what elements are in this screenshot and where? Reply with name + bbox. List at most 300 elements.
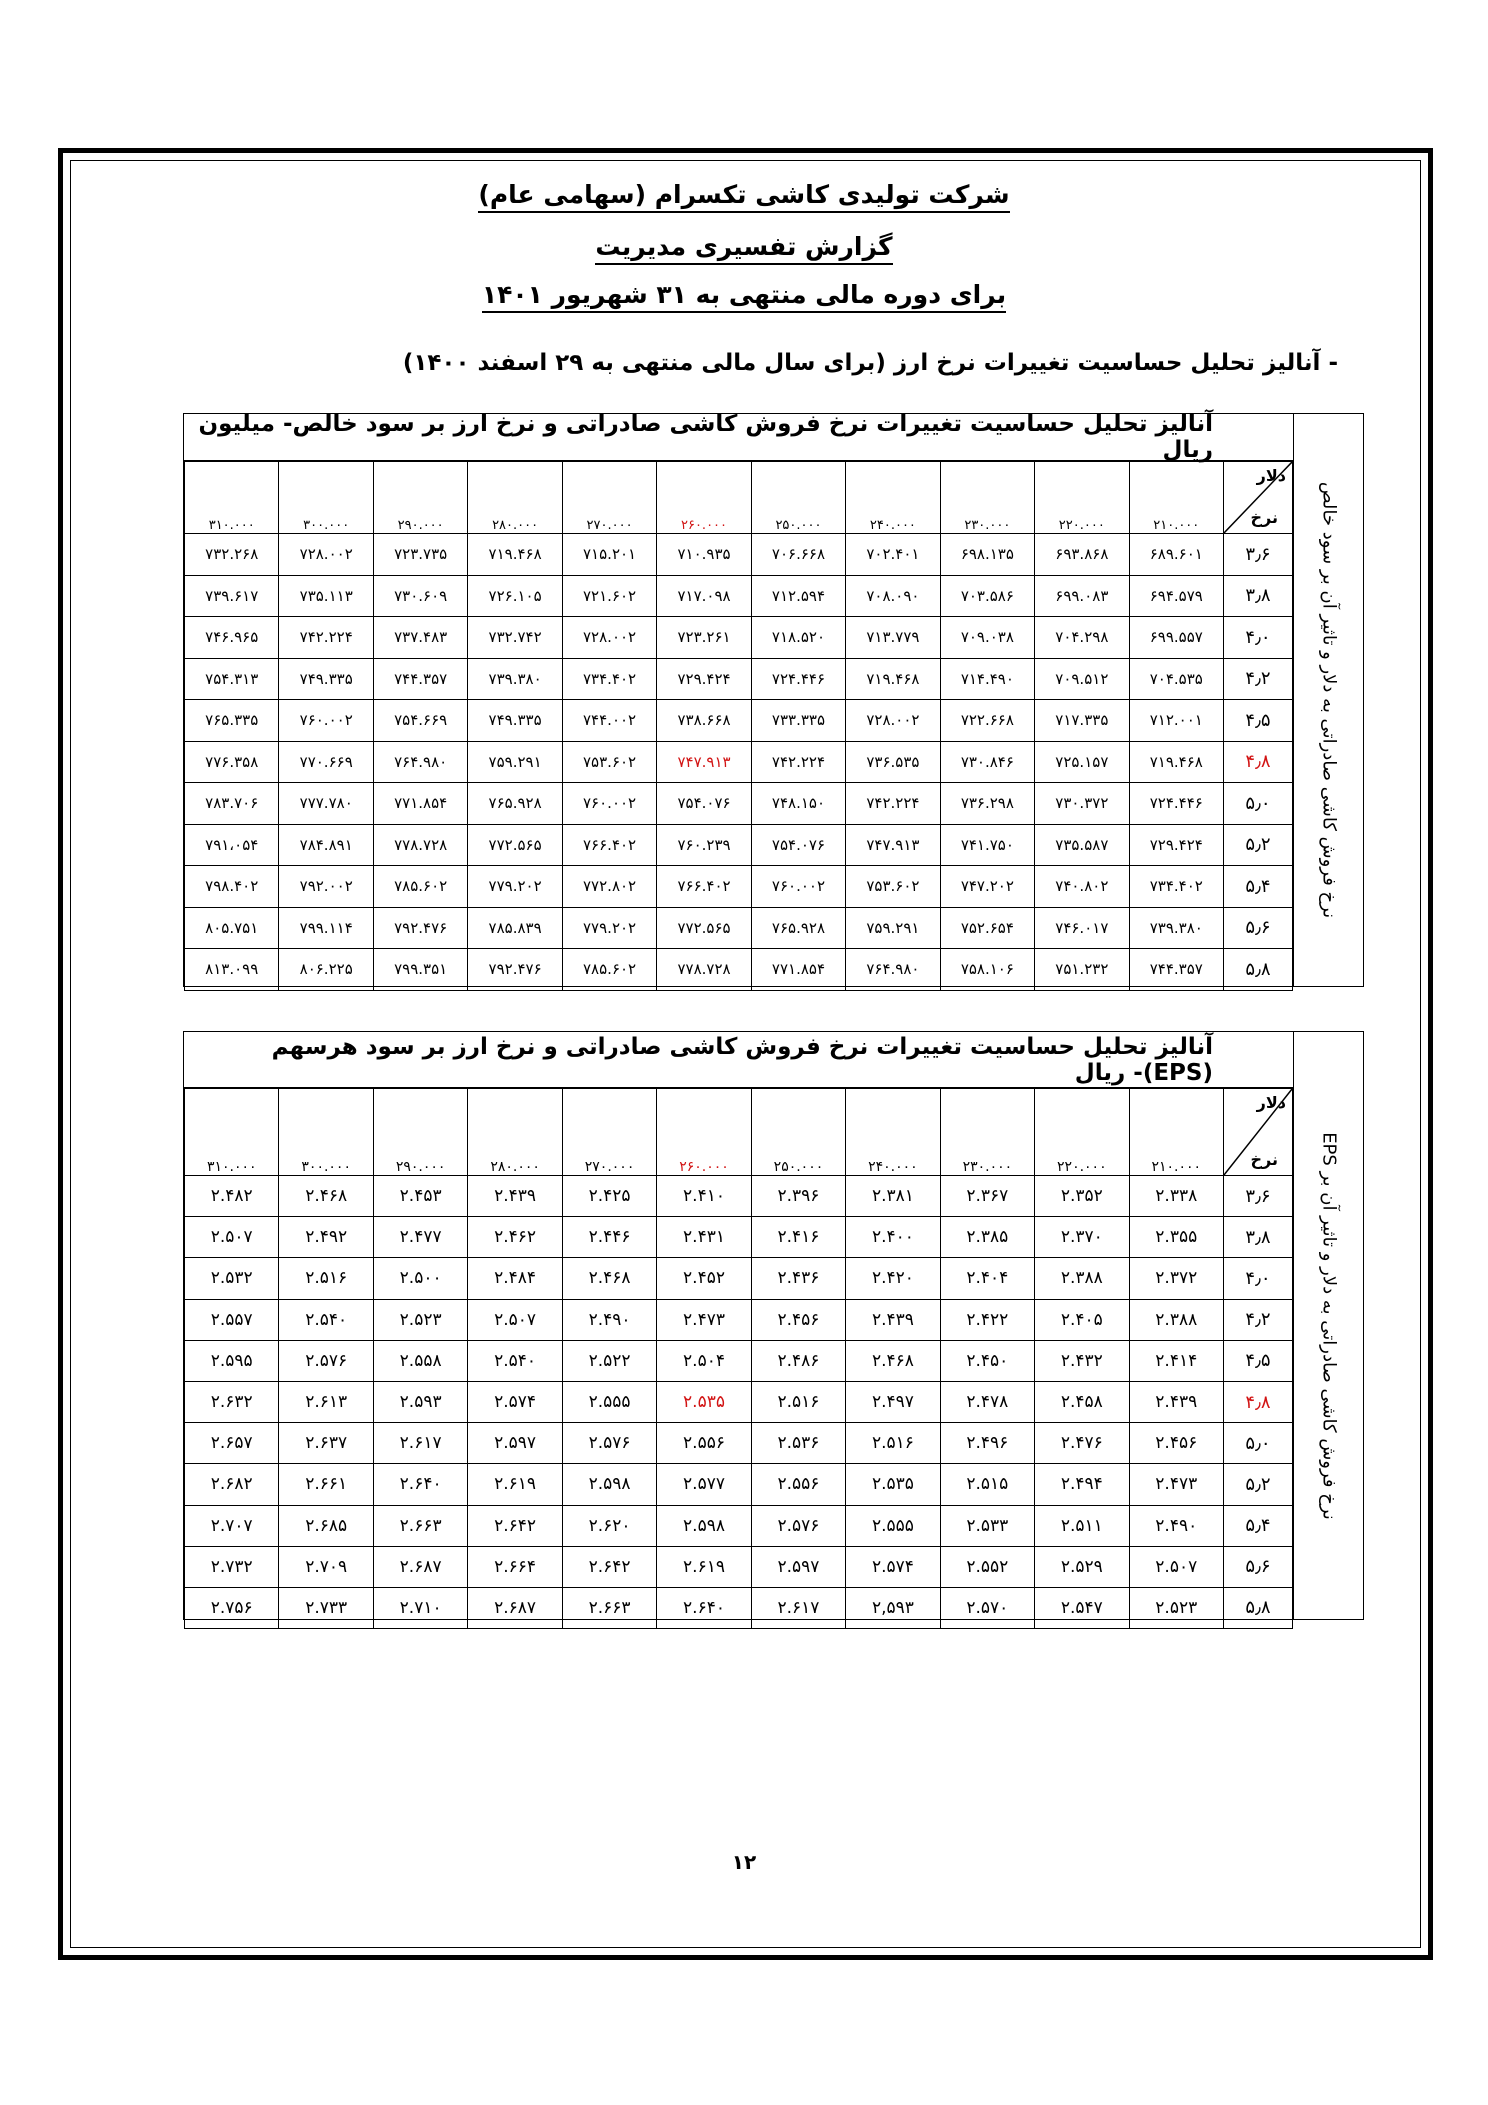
row-rate-cell: ۴٫۵: [1224, 700, 1293, 742]
value-cell: ۲.۵۲۲: [562, 1340, 656, 1381]
value-cell: ۲.۵۱۱: [1035, 1505, 1129, 1546]
corner-label-rate: نرخ: [1250, 1150, 1278, 1169]
value-cell: ۲.۳۶۷: [940, 1176, 1034, 1217]
value-cell: ۷۸۵.۶۰۲: [373, 866, 467, 908]
value-cell: ۷۲۸.۰۰۲: [562, 617, 656, 659]
value-cell: ۲.۴۹۴: [1035, 1464, 1129, 1505]
column-header: ۲۹۰.۰۰۰: [373, 1089, 467, 1176]
net-profit-sensitivity-table: [183, 413, 1364, 987]
table-row: [185, 907, 1293, 949]
column-header: ۲۳۰.۰۰۰: [940, 1089, 1034, 1176]
value-cell: ۲.۵۵۵: [562, 1381, 656, 1422]
value-cell: ۲.۴۶۸: [279, 1176, 373, 1217]
row-rate-cell: ۵٫۲: [1224, 1464, 1293, 1505]
value-cell: ۲.۵۴۷: [1035, 1587, 1129, 1628]
value-cell: ۲.۶۴۰: [373, 1464, 467, 1505]
value-cell: ۷۷۰.۶۶۹: [279, 741, 373, 783]
value-cell: ۶۹۴.۵۷۹: [1129, 575, 1223, 617]
value-cell: ۶۹۹.۵۵۷: [1129, 617, 1223, 659]
value-cell: ۸۱۳.۰۹۹: [185, 949, 279, 991]
side-label-cell: [1293, 1032, 1363, 1619]
value-cell: ۷۵۴.۶۶۹: [373, 700, 467, 742]
value-cell: ۲.۴۱۴: [1129, 1340, 1223, 1381]
row-rate-cell: ۵٫۰: [1224, 783, 1293, 825]
side-label: نرخ فروش کاشی صادراتی به دلار و تاثیر آن بر EPS: [1318, 1131, 1339, 1520]
value-cell: ۲.۵۰۷: [1129, 1546, 1223, 1587]
value-cell: ۲.۶۱۹: [468, 1464, 562, 1505]
eps-sensitivity-table: [183, 1031, 1364, 1620]
value-cell: ۷۹۸.۴۰۲: [185, 866, 279, 908]
value-cell: ۷۹۱،۰۵۴: [185, 824, 279, 866]
value-cell: ۲.۶۴۰: [657, 1587, 751, 1628]
value-cell: ۶۹۹.۰۸۳: [1035, 575, 1129, 617]
side-label: نرخ فروش کاشی صادراتی به دلار و تاثیر آن بر سود خالص: [1318, 481, 1339, 919]
value-cell: ۷۳۰.۳۷۲: [1035, 783, 1129, 825]
value-cell: ۲.۵۰۷: [468, 1299, 562, 1340]
value-cell: ۲.۴۵۶: [1129, 1423, 1223, 1464]
value-cell: ۷۳۹.۳۸۰: [468, 658, 562, 700]
value-cell: ۷۲۹.۴۲۴: [657, 658, 751, 700]
value-cell: ۷۱۷.۳۳۵: [1035, 700, 1129, 742]
value-cell: ۲.۵۹۷: [468, 1423, 562, 1464]
value-cell: ۷۵۱.۲۳۲: [1035, 949, 1129, 991]
value-cell: ۷۵۲.۶۵۴: [940, 907, 1034, 949]
value-cell: ۷۴۹.۳۳۵: [468, 700, 562, 742]
value-cell: ۷۳۷.۴۸۳: [373, 617, 467, 659]
value-cell: ۷۰۶.۶۶۸: [751, 534, 845, 576]
value-cell: ۷۴۷.۹۱۳: [657, 741, 751, 783]
value-cell: ۲.۴۷۶: [1035, 1423, 1129, 1464]
table-row: [185, 700, 1293, 742]
value-cell: ۲.۴۳۶: [751, 1258, 845, 1299]
value-cell: ۷۱۲.۰۰۱: [1129, 700, 1223, 742]
value-cell: ۲.۴۵۸: [1035, 1381, 1129, 1422]
value-cell: ۲.۴۳۲: [1035, 1340, 1129, 1381]
column-header: ۲۸۰.۰۰۰: [468, 462, 562, 534]
value-cell: ۲.۳۷۰: [1035, 1217, 1129, 1258]
value-cell: ۲.۴۴۶: [562, 1217, 656, 1258]
value-cell: ۷۷۱.۸۵۴: [373, 783, 467, 825]
value-cell: ۷۲۳.۷۳۵: [373, 534, 467, 576]
value-cell: ۷۷۲.۸۰۲: [562, 866, 656, 908]
value-cell: ۷۹۲.۴۷۶: [468, 949, 562, 991]
table-row: [185, 658, 1293, 700]
value-cell: ۷۲۶.۱۰۵: [468, 575, 562, 617]
value-cell: ۷۰۴.۵۳۵: [1129, 658, 1223, 700]
value-cell: ۷۵۴.۰۷۶: [657, 783, 751, 825]
row-rate-cell: ۵٫۸: [1224, 1587, 1293, 1628]
value-cell: ۷۷۲.۵۶۵: [657, 907, 751, 949]
column-header: ۲۹۰.۰۰۰: [373, 462, 467, 534]
table-row: [185, 866, 1293, 908]
value-cell: ۲.۵۴۰: [468, 1340, 562, 1381]
row-rate-cell: ۳٫۶: [1224, 534, 1293, 576]
value-cell: ۷۷۲.۵۶۵: [468, 824, 562, 866]
value-cell: ۲.۴۹۷: [846, 1381, 940, 1422]
value-cell: ۲.۶۴۲: [468, 1505, 562, 1546]
value-cell: ۲.۶۸۵: [279, 1505, 373, 1546]
value-cell: ۷۴۰.۸۰۲: [1035, 866, 1129, 908]
column-header: ۲۵۰.۰۰۰: [751, 1089, 845, 1176]
value-cell: ۷۵۸.۱۰۶: [940, 949, 1034, 991]
value-cell: ۲.۶۱۷: [373, 1423, 467, 1464]
value-cell: ۷۰۹.۵۱۲: [1035, 658, 1129, 700]
value-cell: ۲.۴۸۴: [468, 1258, 562, 1299]
value-cell: ۲.۳۸۸: [1035, 1258, 1129, 1299]
value-cell: ۸۰۵.۷۵۱: [185, 907, 279, 949]
value-cell: ۲.۴۶۲: [468, 1217, 562, 1258]
value-cell: ۲.۶۱۷: [751, 1587, 845, 1628]
table-row: [185, 534, 1293, 576]
value-cell: ۲.۶۶۴: [468, 1546, 562, 1587]
value-cell: ۲.۴۱۶: [751, 1217, 845, 1258]
value-cell: ۲.۴۳۹: [468, 1176, 562, 1217]
value-cell: ۲.۵۷۴: [468, 1381, 562, 1422]
value-cell: ۷۰۴.۲۹۸: [1035, 617, 1129, 659]
value-cell: ۲.۵۵۵: [846, 1505, 940, 1546]
value-cell: ۷۰۸.۰۹۰: [846, 575, 940, 617]
value-cell: ۷۵۹.۲۹۱: [846, 907, 940, 949]
row-rate-cell: ۵٫۸: [1224, 949, 1293, 991]
value-cell: ۲.۵۵۶: [657, 1423, 751, 1464]
value-cell: ۲.۵۷۴: [846, 1546, 940, 1587]
value-cell: ۲.۶۳۷: [279, 1423, 373, 1464]
value-cell: ۶۹۸.۱۳۵: [940, 534, 1034, 576]
value-cell: ۲.۵۳۶: [751, 1423, 845, 1464]
value-cell: ۷۵۴.۰۷۶: [751, 824, 845, 866]
value-cell: ۷۶۵.۹۲۸: [468, 783, 562, 825]
value-cell: ۲.۴۶۸: [562, 1258, 656, 1299]
value-cell: ۲.۵۱۶: [846, 1423, 940, 1464]
report-title: گزارش تفسیری مدیریت: [0, 232, 1488, 261]
value-cell: ۷۳۰.۸۴۶: [940, 741, 1034, 783]
value-cell: ۷۴۶.۰۱۷: [1035, 907, 1129, 949]
value-cell: ۷۳۵.۵۸۷: [1035, 824, 1129, 866]
table-row: [185, 1464, 1293, 1505]
value-cell: ۲.۴۹۰: [1129, 1505, 1223, 1546]
value-cell: ۲.۵۲۳: [1129, 1587, 1223, 1628]
column-header: ۳۱۰.۰۰۰: [185, 462, 279, 534]
column-header: ۲۲۰.۰۰۰: [1035, 462, 1129, 534]
value-cell: ۷۰۹.۰۳۸: [940, 617, 1034, 659]
value-cell: ۷۱۹.۴۶۸: [846, 658, 940, 700]
value-cell: ۷۲۸.۰۰۲: [279, 534, 373, 576]
value-cell: ۲.۷۳۳: [279, 1587, 373, 1628]
value-cell: ۷۲۱.۶۰۲: [562, 575, 656, 617]
value-cell: ۶۹۳.۸۶۸: [1035, 534, 1129, 576]
value-cell: ۷۷۱.۸۵۴: [751, 949, 845, 991]
row-rate-cell: ۳٫۶: [1224, 1176, 1293, 1217]
value-cell: ۷۳۲.۲۶۸: [185, 534, 279, 576]
corner-header-cell: [1224, 462, 1293, 534]
value-cell: ۲.۵۵۲: [940, 1546, 1034, 1587]
data-grid: [184, 1088, 1293, 1629]
value-cell: ۲.۴۹۰: [562, 1299, 656, 1340]
row-rate-cell: ۵٫۶: [1224, 1546, 1293, 1587]
value-cell: ۷۷۹.۲۰۲: [562, 907, 656, 949]
corner-label-dollar: دلار: [1256, 466, 1286, 485]
period-title: برای دوره مالی منتهی به ۳۱ شهریور ۱۴۰۱: [0, 280, 1488, 309]
value-cell: ۲.۵۹۵: [185, 1340, 279, 1381]
value-cell: ۷۲۵.۱۵۷: [1035, 741, 1129, 783]
value-cell: ۲.۴۰۰: [846, 1217, 940, 1258]
value-cell: ۲.۵۵۷: [185, 1299, 279, 1340]
value-cell: ۲.۷۱۰: [373, 1587, 467, 1628]
column-header: ۳۰۰.۰۰۰: [279, 1089, 373, 1176]
value-cell: ۷۳۹.۶۱۷: [185, 575, 279, 617]
value-cell: ۲.۵۹۸: [562, 1464, 656, 1505]
value-cell: ۲.۴۷۸: [940, 1381, 1034, 1422]
value-cell: ۷۳۶.۲۹۸: [940, 783, 1034, 825]
value-cell: ۷۶۰.۰۰۲: [279, 700, 373, 742]
table-row: [185, 1258, 1293, 1299]
value-cell: ۷۶۰.۲۳۹: [657, 824, 751, 866]
value-cell: ۷۷۸.۷۲۸: [657, 949, 751, 991]
value-cell: ۲.۵۴۰: [279, 1299, 373, 1340]
value-cell: ۷۳۳.۳۳۵: [751, 700, 845, 742]
value-cell: ۷۴۱.۷۵۰: [940, 824, 1034, 866]
row-rate-cell: ۵٫۴: [1224, 866, 1293, 908]
value-cell: ۷۸۵.۸۳۹: [468, 907, 562, 949]
value-cell: ۷۶۰.۰۰۲: [562, 783, 656, 825]
value-cell: ۲.۶۱۹: [657, 1546, 751, 1587]
value-cell: ۲.۵۹۳: [373, 1381, 467, 1422]
row-rate-cell: ۴٫۸: [1224, 1381, 1293, 1422]
value-cell: ۷۴۷.۲۰۲: [940, 866, 1034, 908]
value-cell: ۷۱۸.۵۲۰: [751, 617, 845, 659]
column-header: ۲۶۰.۰۰۰: [657, 1089, 751, 1176]
column-header: ۲۷۰.۰۰۰: [562, 462, 656, 534]
value-cell: ۷۶۵.۹۲۸: [751, 907, 845, 949]
value-cell: ۲.۶۶۱: [279, 1464, 373, 1505]
value-cell: ۲.۴۵۰: [940, 1340, 1034, 1381]
value-cell: ۷۴۴.۳۵۷: [373, 658, 467, 700]
value-cell: ۲.۳۹۶: [751, 1176, 845, 1217]
row-rate-cell: ۴٫۰: [1224, 617, 1293, 659]
column-header: ۲۶۰.۰۰۰: [657, 462, 751, 534]
value-cell: ۲.۴۳۹: [846, 1299, 940, 1340]
table-title: آنالیز تحلیل حساسیت تغییرات نرخ فروش کاشی صادراتی و نرخ ارز بر سود هرسهم (EPS)- ریال: [184, 1032, 1293, 1088]
column-header: ۳۰۰.۰۰۰: [279, 462, 373, 534]
value-cell: ۲.۳۸۸: [1129, 1299, 1223, 1340]
value-cell: ۲.۵۷۶: [279, 1340, 373, 1381]
column-header: ۲۵۰.۰۰۰: [751, 462, 845, 534]
table-row: [185, 617, 1293, 659]
value-cell: ۲.۵۷۶: [751, 1505, 845, 1546]
value-cell: ۲.۴۸۶: [751, 1340, 845, 1381]
value-cell: ۲.۶۸۷: [373, 1546, 467, 1587]
value-cell: ۲.۵۱۵: [940, 1464, 1034, 1505]
row-rate-cell: ۳٫۸: [1224, 1217, 1293, 1258]
value-cell: ۷۰۳.۵۸۶: [940, 575, 1034, 617]
value-cell: ۷۴۷.۹۱۳: [846, 824, 940, 866]
column-header: ۲۴۰.۰۰۰: [846, 1089, 940, 1176]
side-label-cell: [1293, 414, 1363, 986]
value-cell: ۷۳۴.۴۰۲: [1129, 866, 1223, 908]
value-cell: ۷۲۸.۰۰۲: [846, 700, 940, 742]
value-cell: ۷۱۳.۷۷۹: [846, 617, 940, 659]
value-cell: ۲.۷۰۷: [185, 1505, 279, 1546]
table-row: [185, 1587, 1293, 1628]
value-cell: ۷۹۹.۱۱۴: [279, 907, 373, 949]
table-row: [185, 1217, 1293, 1258]
table-row: [185, 1340, 1293, 1381]
corner-label-dollar: دلار: [1256, 1093, 1286, 1112]
value-cell: ۲.۴۳۱: [657, 1217, 751, 1258]
value-cell: ۷۳۹.۳۸۰: [1129, 907, 1223, 949]
value-cell: ۷۷۸.۷۲۸: [373, 824, 467, 866]
value-cell: ۷۷۷.۷۸۰: [279, 783, 373, 825]
table-row: [185, 783, 1293, 825]
value-cell: ۷۲۲.۶۶۸: [940, 700, 1034, 742]
value-cell: ۲.۶۶۳: [373, 1505, 467, 1546]
value-cell: ۷۸۵.۶۰۲: [562, 949, 656, 991]
value-cell: ۲.۷۵۶: [185, 1587, 279, 1628]
column-header: ۲۳۰.۰۰۰: [940, 462, 1034, 534]
table-row: [185, 741, 1293, 783]
value-cell: ۲.۴۱۰: [657, 1176, 751, 1217]
row-rate-cell: ۵٫۲: [1224, 824, 1293, 866]
value-cell: ۷۱۷.۰۹۸: [657, 575, 751, 617]
value-cell: ۲.۵۵۶: [751, 1464, 845, 1505]
value-cell: ۷۵۴.۳۱۳: [185, 658, 279, 700]
value-cell: ۷۴۲.۲۲۴: [846, 783, 940, 825]
value-cell: ۲.۴۵۳: [373, 1176, 467, 1217]
value-cell: ۲.۴۸۲: [185, 1176, 279, 1217]
value-cell: ۷۰۲.۴۰۱: [846, 534, 940, 576]
value-cell: ۷۶۰.۰۰۲: [751, 866, 845, 908]
value-cell: ۲.۵۹۸: [657, 1505, 751, 1546]
row-rate-cell: ۴٫۸: [1224, 741, 1293, 783]
table-row: [185, 575, 1293, 617]
value-cell: ۷۵۹.۲۹۱: [468, 741, 562, 783]
value-cell: ۲.۵۲۳: [373, 1299, 467, 1340]
value-cell: ۲.۵۹۷: [751, 1546, 845, 1587]
value-cell: ۷۱۹.۴۶۸: [468, 534, 562, 576]
row-rate-cell: ۵٫۴: [1224, 1505, 1293, 1546]
value-cell: ۲.۴۵۲: [657, 1258, 751, 1299]
value-cell: ۷۴۲.۲۲۴: [279, 617, 373, 659]
value-cell: ۲.۵۳۵: [657, 1381, 751, 1422]
value-cell: ۲.۵۳۲: [185, 1258, 279, 1299]
value-cell: ۷۶۶.۴۰۲: [562, 824, 656, 866]
value-cell: ۶۸۹.۶۰۱: [1129, 534, 1223, 576]
value-cell: ۲.۷۰۹: [279, 1546, 373, 1587]
value-cell: ۷۶۴.۹۸۰: [846, 949, 940, 991]
table-row: [185, 1299, 1293, 1340]
table-row: [185, 1423, 1293, 1464]
value-cell: ۲.۶۸۷: [468, 1587, 562, 1628]
value-cell: ۲.۳۸۵: [940, 1217, 1034, 1258]
value-cell: ۲,۵۹۳: [846, 1587, 940, 1628]
value-cell: ۲.۵۷۶: [562, 1423, 656, 1464]
value-cell: ۲.۵۳۵: [846, 1464, 940, 1505]
table-row: [185, 1505, 1293, 1546]
value-cell: ۷۲۴.۴۴۶: [751, 658, 845, 700]
value-cell: ۲.۶۱۳: [279, 1381, 373, 1422]
value-cell: ۲.۶۶۳: [562, 1587, 656, 1628]
header-row: [185, 1089, 1293, 1176]
column-header: ۲۱۰.۰۰۰: [1129, 1089, 1223, 1176]
data-grid: [184, 461, 1293, 991]
row-rate-cell: ۴٫۰: [1224, 1258, 1293, 1299]
value-cell: ۷۲۴.۴۴۶: [1129, 783, 1223, 825]
row-rate-cell: ۴٫۲: [1224, 658, 1293, 700]
value-cell: ۷۳۴.۴۰۲: [562, 658, 656, 700]
value-cell: ۲.۳۵۲: [1035, 1176, 1129, 1217]
value-cell: ۲.۵۳۳: [940, 1505, 1034, 1546]
value-cell: ۲.۵۵۸: [373, 1340, 467, 1381]
value-cell: ۷۷۶.۳۵۸: [185, 741, 279, 783]
section-heading: - آنالیز تحلیل حساسیت تغییرات نرخ ارز (برای سال مالی منتهی به ۲۹ اسفند ۱۴۰۰): [402, 350, 1338, 376]
table-row: [185, 1381, 1293, 1422]
value-cell: ۲.۴۰۴: [940, 1258, 1034, 1299]
value-cell: ۲.۵۰۴: [657, 1340, 751, 1381]
value-cell: ۷۴۶.۹۶۵: [185, 617, 279, 659]
value-cell: ۲.۴۹۲: [279, 1217, 373, 1258]
value-cell: ۷۴۸.۱۵۰: [751, 783, 845, 825]
value-cell: ۷۲۳.۲۶۱: [657, 617, 751, 659]
value-cell: ۷۳۶.۵۳۵: [846, 741, 940, 783]
value-cell: ۲.۳۷۲: [1129, 1258, 1223, 1299]
column-header: ۲۸۰.۰۰۰: [468, 1089, 562, 1176]
row-rate-cell: ۴٫۲: [1224, 1299, 1293, 1340]
value-cell: ۲.۴۹۶: [940, 1423, 1034, 1464]
value-cell: ۲.۵۲۹: [1035, 1546, 1129, 1587]
value-cell: ۲.۴۷۳: [657, 1299, 751, 1340]
table-row: [185, 824, 1293, 866]
value-cell: ۲.۴۲۵: [562, 1176, 656, 1217]
value-cell: ۲.۳۸۱: [846, 1176, 940, 1217]
header-row: [185, 462, 1293, 534]
value-cell: ۲.۶۲۰: [562, 1505, 656, 1546]
table-row: [185, 1176, 1293, 1217]
row-rate-cell: ۵٫۶: [1224, 907, 1293, 949]
value-cell: ۷۷۹.۲۰۲: [468, 866, 562, 908]
value-cell: ۲.۴۰۵: [1035, 1299, 1129, 1340]
value-cell: ۸۰۶.۲۲۵: [279, 949, 373, 991]
row-rate-cell: ۴٫۵: [1224, 1340, 1293, 1381]
column-header: ۲۲۰.۰۰۰: [1035, 1089, 1129, 1176]
table-row: [185, 1546, 1293, 1587]
row-rate-cell: ۵٫۰: [1224, 1423, 1293, 1464]
value-cell: ۷۹۲.۴۷۶: [373, 907, 467, 949]
value-cell: ۲.۴۵۶: [751, 1299, 845, 1340]
table-title: آنالیز تحلیل حساسیت تغییرات نرخ فروش کاشی صادراتی و نرخ ارز بر سود خالص- میلیون ریال: [184, 414, 1293, 461]
value-cell: ۲.۵۷۰: [940, 1587, 1034, 1628]
value-cell: ۷۱۰.۹۳۵: [657, 534, 751, 576]
value-cell: ۲.۴۳۹: [1129, 1381, 1223, 1422]
value-cell: ۷۵۳.۶۰۲: [846, 866, 940, 908]
value-cell: ۷۹۲.۰۰۲: [279, 866, 373, 908]
table-row: [185, 949, 1293, 991]
value-cell: ۷۳۰.۶۰۹: [373, 575, 467, 617]
value-cell: ۲.۶۴۲: [562, 1546, 656, 1587]
value-cell: ۷۴۴.۰۰۲: [562, 700, 656, 742]
corner-label-rate: نرخ: [1250, 508, 1278, 527]
value-cell: ۲.۵۷۷: [657, 1464, 751, 1505]
value-cell: ۷۹۹.۳۵۱: [373, 949, 467, 991]
value-cell: ۲.۳۵۵: [1129, 1217, 1223, 1258]
value-cell: ۷۴۲.۲۲۴: [751, 741, 845, 783]
value-cell: ۷۸۴.۸۹۱: [279, 824, 373, 866]
value-cell: ۲.۴۷۷: [373, 1217, 467, 1258]
value-cell: ۲.۶۸۲: [185, 1464, 279, 1505]
value-cell: ۷۱۹.۴۶۸: [1129, 741, 1223, 783]
value-cell: ۲.۴۲۰: [846, 1258, 940, 1299]
value-cell: ۷۱۲.۵۹۴: [751, 575, 845, 617]
value-cell: ۷۳۵.۱۱۳: [279, 575, 373, 617]
